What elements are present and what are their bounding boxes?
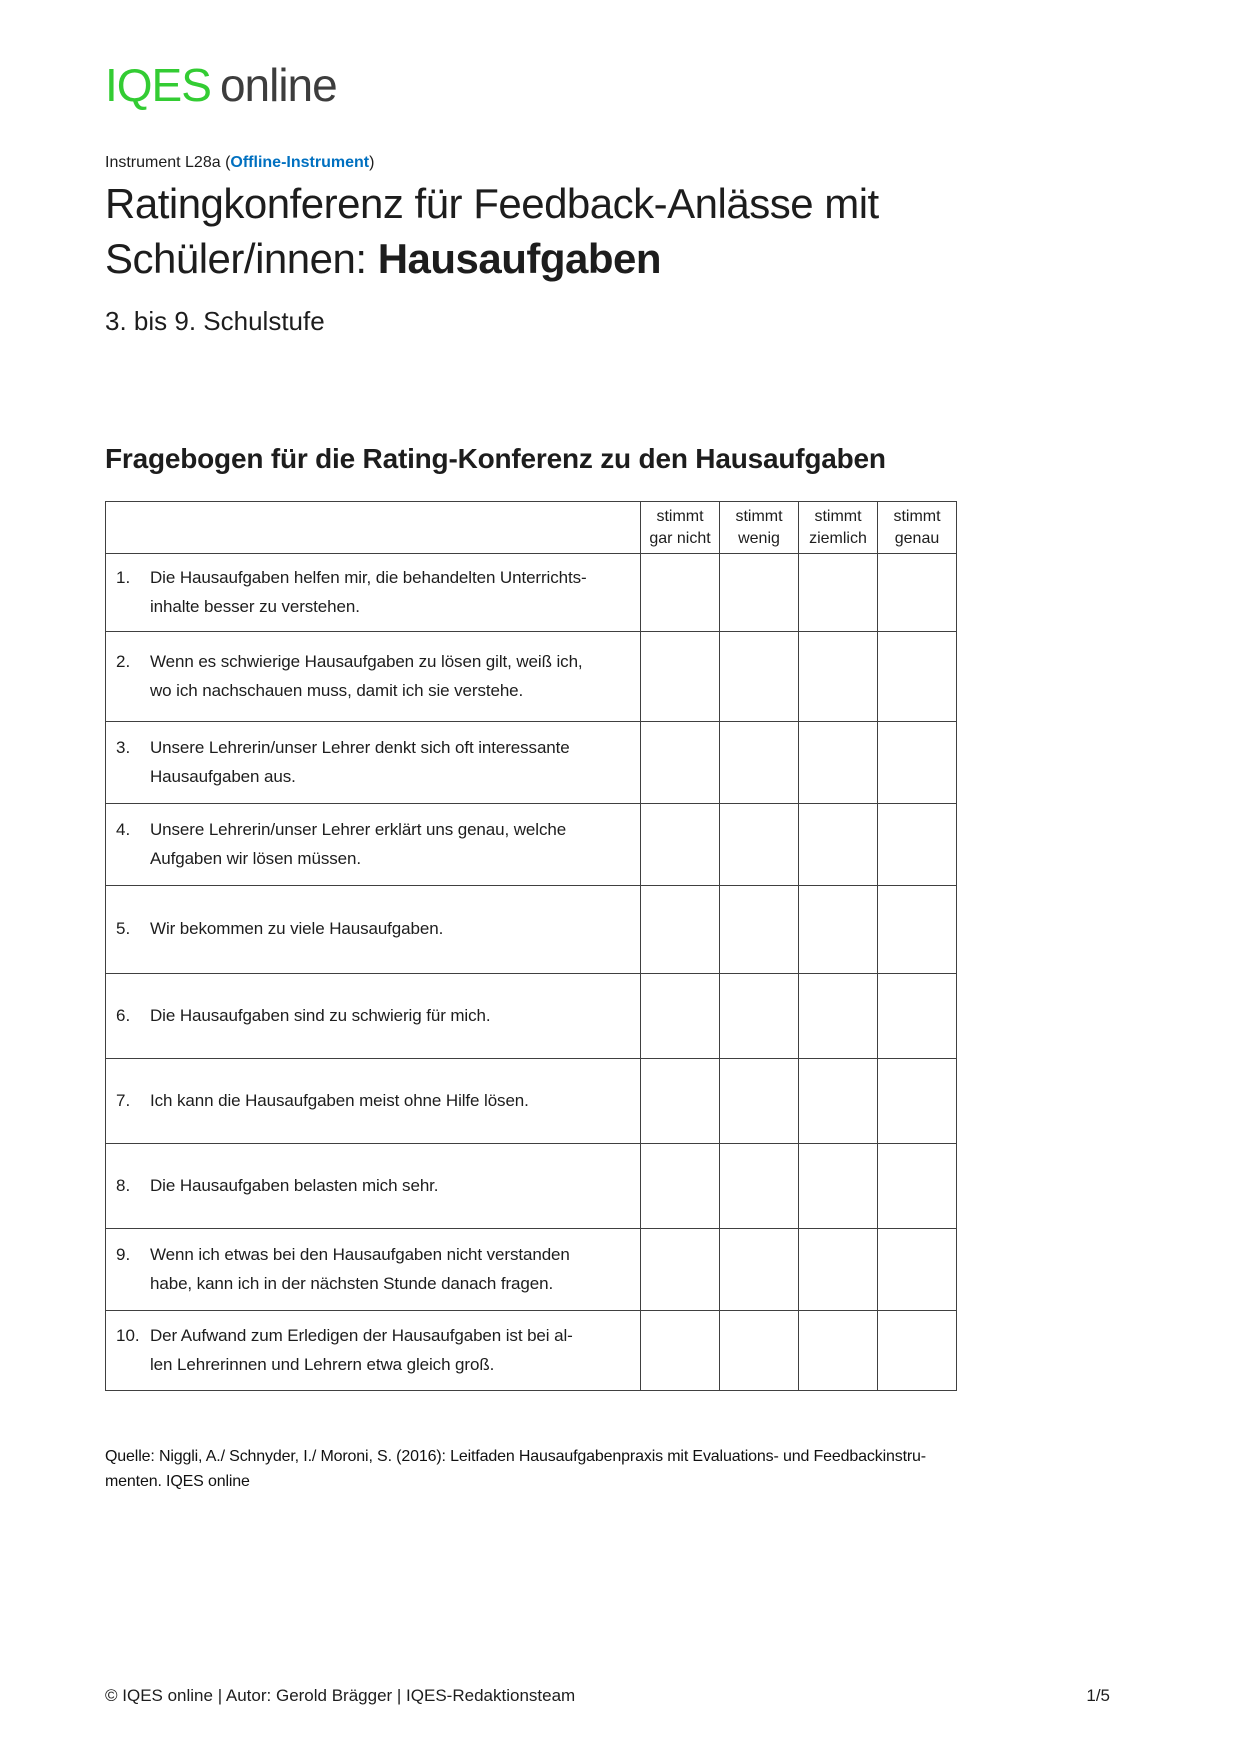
rating-cell-stimmt-wenig [720,1229,799,1311]
question-text: Die Hausaufgaben sind zu schwierig für mich. [150,1005,491,1025]
question-cell [106,632,641,722]
rating-cell-stimmt-genau [878,632,957,722]
instrument-label-suffix: ) [369,154,375,171]
question-column-header [106,502,641,554]
question-number: 7. [116,1090,131,1110]
rating-cell-stimmt-gar-nicht [641,632,720,722]
rating-cell-stimmt-wenig [720,722,799,804]
rating-cell-stimmt-ziemlich [799,1229,878,1311]
question-number: 2. [116,651,131,671]
table-row [106,804,957,886]
rating-cell-stimmt-ziemlich [799,1311,878,1391]
rating-cell-stimmt-genau [878,1229,957,1311]
rating-cell-stimmt-gar-nicht [641,554,720,632]
rating-cell-stimmt-gar-nicht [641,1059,720,1144]
question-cell [106,1144,641,1229]
question-number: 5. [116,919,131,939]
rating-cell-stimmt-genau [878,804,957,886]
page-title-topic: Hausaufgaben [377,235,662,283]
question-number: 10. [116,1325,140,1345]
rating-cell-stimmt-gar-nicht [641,886,720,974]
rating-cell-stimmt-genau [878,886,957,974]
question-number: 8. [116,1175,131,1195]
column-header-stimmt-gar-nicht: stimmt gar nicht [641,502,720,554]
question-text: Unsere Lehrerin/unser Lehrer denkt sich oft interessante Hausaufgaben aus. [150,737,570,786]
rating-cell-stimmt-gar-nicht [641,1311,720,1391]
column-header-stimmt-ziemlich: stimmt ziemlich [799,502,878,554]
question-text: Wenn ich etwas bei den Hausaufgaben nicht verstanden habe, kann ich in der nächsten Stunde danach fragen. [150,1244,570,1293]
rating-cell-stimmt-genau [878,974,957,1059]
question-text: Wenn es schwierige Hausaufgaben zu lösen gilt, weiß ich, wo ich nachschauen muss, damit ich sie verstehe. [150,651,583,700]
rating-cell-stimmt-ziemlich [799,804,878,886]
rating-cell-stimmt-ziemlich [799,974,878,1059]
page-title-line1: Ratingkonferenz für Feedback-Anlässe mit [105,180,879,227]
table-row [106,632,957,722]
rating-cell-stimmt-gar-nicht [641,1229,720,1311]
question-text: Die Hausaufgaben helfen mir, die behandelten Unterrichts- inhalte besser zu verstehen. [150,567,587,616]
question-cell [106,804,641,886]
question-number: 3. [116,737,131,757]
logo-text-online: online [219,59,337,111]
rating-cell-stimmt-ziemlich [799,886,878,974]
question-cell [106,722,641,804]
table-row [106,1144,957,1229]
question-text: Unsere Lehrerin/unser Lehrer erklärt uns genau, welche Aufgaben wir lösen müssen. [150,819,567,868]
offline-instrument-link[interactable]: Offline-Instrument [230,154,370,171]
table-row [106,1311,957,1391]
grade-range: 3. bis 9. Schulstufe [105,306,325,337]
section-heading: Fragebogen für die Rating-Konferenz zu den Hausaufgaben [105,443,886,475]
rating-cell-stimmt-genau [878,554,957,632]
rating-cell-stimmt-wenig [720,632,799,722]
rating-cell-stimmt-ziemlich [799,1144,878,1229]
question-cell [106,886,641,974]
question-text: Der Aufwand zum Erledigen der Hausaufgaben ist bei al- len Lehrerinnen und Lehrern etwa gleich groß. [150,1325,573,1374]
table-row [106,722,957,804]
rating-cell-stimmt-wenig [720,804,799,886]
rating-cell-stimmt-wenig [720,974,799,1059]
column-header-stimmt-genau: stimmt genau [878,502,957,554]
table-row [106,1059,957,1144]
rating-cell-stimmt-wenig [720,1144,799,1229]
question-number: 1. [116,567,131,587]
rating-cell-stimmt-genau [878,1144,957,1229]
page-number: 1/5 [1086,1686,1110,1705]
question-cell [106,1311,641,1391]
instrument-label [105,154,1136,172]
rating-cell-stimmt-wenig [720,1059,799,1144]
table-row [106,974,957,1059]
rating-table [105,501,957,1391]
rating-cell-stimmt-gar-nicht [641,1144,720,1229]
question-cell [106,1059,641,1144]
table-header-row [106,502,957,554]
rating-cell-stimmt-ziemlich [799,632,878,722]
question-cell [106,1229,641,1311]
table-row [106,1229,957,1311]
source-citation-line1: Quelle: Niggli, A./ Schnyder, I./ Moroni, S. (2016): Leitfaden Hausaufgabenpraxis mit Evaluations- und Feedbackinstru- [105,1448,926,1466]
question-number: 6. [116,1005,131,1025]
page-footer [105,1686,1110,1706]
source-citation [105,1445,1136,1495]
rating-cell-stimmt-genau [878,722,957,804]
question-number: 9. [116,1244,131,1264]
question-text: Ich kann die Hausaufgaben meist ohne Hilfe lösen. [150,1090,529,1110]
column-header-stimmt-wenig: stimmt wenig [720,502,799,554]
table-row [106,886,957,974]
iqes-logo [105,59,1136,111]
page-title [105,176,1136,286]
rating-cell-stimmt-ziemlich [799,722,878,804]
question-cell [106,554,641,632]
question-number: 4. [116,819,131,839]
table-row [106,554,957,632]
question-cell [106,974,641,1059]
rating-cell-stimmt-gar-nicht [641,804,720,886]
rating-cell-stimmt-ziemlich [799,554,878,632]
rating-cell-stimmt-wenig [720,554,799,632]
rating-cell-stimmt-ziemlich [799,1059,878,1144]
rating-cell-stimmt-genau [878,1059,957,1144]
rating-cell-stimmt-gar-nicht [641,974,720,1059]
rating-cell-stimmt-genau [878,1311,957,1391]
rating-cell-stimmt-gar-nicht [641,722,720,804]
question-text: Die Hausaufgaben belasten mich sehr. [150,1175,439,1195]
question-text: Wir bekommen zu viele Hausaufgaben. [150,919,444,939]
logo-text-iqes: IQES [105,59,211,111]
rating-cell-stimmt-wenig [720,1311,799,1391]
rating-cell-stimmt-wenig [720,886,799,974]
source-citation-line2: menten. IQES online [105,1472,250,1490]
footer-copyright: © IQES online | Autor: Gerold Brägger | IQES-Redaktionsteam [105,1686,576,1705]
page-title-line2: Schüler/innen: Hausaufgaben [105,235,662,283]
instrument-label-prefix: Instrument L28a ( [105,154,231,171]
